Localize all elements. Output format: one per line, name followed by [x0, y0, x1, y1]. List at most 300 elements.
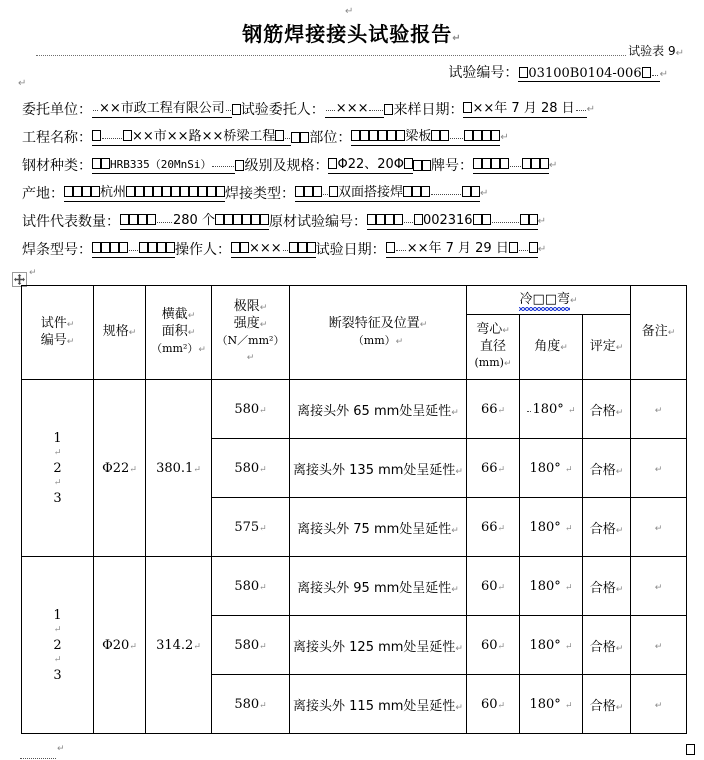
field-value-electrode[interactable]	[92, 240, 175, 258]
cell-strength-text: 580	[234, 578, 260, 594]
field-label-part: 部位：	[309, 130, 352, 146]
paragraph-mark-icon: ↵	[615, 702, 624, 713]
cell-fracture	[290, 616, 467, 675]
cell-fracture	[290, 557, 467, 616]
blank-box-glyph	[440, 130, 449, 141]
cell-rating-text: 合格	[589, 521, 616, 537]
field-value-test-date[interactable]	[386, 240, 538, 258]
blank-box-glyph	[540, 158, 549, 169]
cell-rating-text: 合格	[589, 403, 616, 419]
cell-angle	[520, 557, 583, 616]
blank-box-glyph	[157, 242, 166, 253]
field-label-client: 委托单位：	[22, 102, 92, 118]
page-title-text: 钢筋焊接接头试验报告	[242, 22, 453, 46]
header-spec	[94, 286, 146, 380]
blank-box-glyph	[686, 744, 695, 755]
cell-remark	[631, 616, 687, 675]
blank-box-glyph	[216, 186, 225, 197]
test-results-table	[21, 285, 687, 734]
paragraph-mark-icon: ↵	[497, 523, 506, 534]
blank-box-glyph	[307, 242, 316, 253]
form-line-steel-type	[22, 151, 686, 179]
paragraph-mark-icon: ↵	[187, 328, 196, 338]
header-remark-text: 备注	[641, 324, 668, 339]
field-value-grade-spec[interactable]	[328, 156, 413, 174]
field-label-electrode: 焊条型号：	[22, 242, 92, 258]
cell-rating	[583, 439, 631, 498]
paragraph-mark-icon: ↵	[193, 641, 201, 652]
paragraph-mark-icon: ↵	[659, 69, 668, 80]
cell-bend-diameter-text: 60	[480, 696, 498, 712]
blank-box-glyph	[101, 158, 110, 169]
paragraph-mark-icon: ↵	[66, 336, 75, 347]
paragraph-mark-icon: ↵	[502, 326, 510, 336]
blank-box-glyph	[491, 130, 500, 141]
cell-rating-text: 合格	[589, 639, 616, 655]
blank-box-glyph	[421, 186, 430, 197]
paragraph-mark-icon: ↵	[537, 215, 546, 227]
field-value-weld-type-text: 双面搭接焊	[338, 185, 404, 200]
cell-fracture	[290, 439, 467, 498]
paragraph-mark-icon: ↵	[615, 466, 624, 477]
blank-box-glyph	[215, 214, 224, 225]
form-line-project	[22, 123, 686, 151]
blank-box-glyph	[403, 186, 412, 197]
cell-area-group-2	[146, 557, 212, 734]
paragraph-mark-icon: ↵	[419, 319, 428, 330]
paragraph-mark-icon: ↵	[451, 584, 459, 595]
blank-box-glyph	[412, 186, 421, 197]
header-strength-line2: 强度	[233, 316, 260, 331]
blank-box-glyph	[171, 186, 180, 197]
cell-fracture-text: 离接头外 135 mm处呈延性	[293, 462, 456, 478]
blank-box-glyph	[120, 214, 129, 225]
field-value-steel-type-text: HRB335（20MnSi）	[110, 158, 212, 171]
blank-box-glyph	[231, 242, 240, 253]
blank-box-glyph	[73, 186, 82, 197]
blank-box-glyph	[482, 214, 491, 225]
blank-box-glyph	[471, 186, 480, 197]
blank-box-glyph	[529, 214, 538, 225]
header-specimen-no	[22, 286, 94, 380]
cell-spec-text: Φ20	[102, 637, 130, 653]
blank-box-glyph	[148, 242, 157, 253]
blank-box-glyph	[153, 186, 162, 197]
specimen-no-2: 2	[53, 460, 62, 476]
blank-box-glyph	[180, 186, 189, 197]
paragraph-mark-icon: ↵	[129, 464, 137, 475]
blank-box-glyph	[482, 130, 491, 141]
field-value-client-text: ××市政工程有限公司	[99, 101, 225, 116]
blank-box-glyph	[123, 130, 132, 141]
test-number-value[interactable]	[518, 66, 659, 82]
paragraph-mark-icon: ↵	[654, 464, 663, 475]
field-value-steel-type[interactable]	[92, 156, 235, 174]
cell-remark	[631, 498, 687, 557]
blank-box-glyph	[351, 130, 360, 141]
field-value-client[interactable]	[92, 100, 232, 118]
blank-box-glyph	[110, 242, 119, 253]
test-number-label: 试验编号：	[448, 65, 519, 81]
paragraph-mark-icon: ↵	[66, 319, 75, 330]
test-number-text: 03100B0104-006	[528, 66, 642, 81]
header-spec-text: 规格	[102, 324, 129, 339]
header-area-line1: 横截	[161, 307, 188, 322]
specimen-no-1: 1	[53, 430, 62, 446]
table-header-row-1	[22, 286, 687, 315]
blank-box-glyph	[126, 186, 135, 197]
paragraph-mark-icon: ↵	[29, 268, 37, 278]
cell-bend-diameter	[467, 616, 520, 675]
cell-rating	[583, 380, 631, 439]
cell-remark	[631, 557, 687, 616]
blank-box-glyph	[329, 186, 338, 197]
paragraph-mark-icon: ↵	[586, 103, 596, 115]
specimen-no-3: 3	[53, 490, 62, 506]
header-angle	[520, 315, 583, 380]
form-line-quantity	[22, 207, 686, 235]
field-value-brand[interactable]	[473, 156, 549, 174]
paragraph-mark-icon: ↵	[187, 311, 196, 321]
paragraph-mark-icon: ↵	[667, 328, 676, 338]
cell-strength	[212, 675, 290, 734]
paragraph-mark-icon: ↵	[193, 464, 201, 475]
paragraph-mark-icon: ↵	[455, 702, 463, 713]
coldbend-spellcheck-wrap	[519, 292, 570, 308]
header-strength-unit: （N／mm²）	[216, 334, 285, 347]
header-area-unit: （mm²）	[151, 342, 199, 355]
paragraph-mark-icon: ↵	[615, 643, 624, 654]
cell-angle-text: 180°	[529, 519, 561, 535]
header-strength	[212, 286, 290, 380]
header-fracture-line1: 断裂特征及位置	[328, 315, 420, 331]
field-label-weld-type: 焊接类型：	[225, 186, 296, 202]
cell-bend-diameter	[467, 498, 520, 557]
cell-angle-text: 180°	[529, 637, 561, 653]
cell-bend-diameter-text: 66	[480, 401, 498, 417]
paragraph-mark-icon: ↵	[654, 523, 663, 534]
field-value-project-text: ××市××路××桥梁工程	[132, 129, 276, 144]
cell-spec-group-1	[94, 380, 146, 557]
cell-fracture-text: 离接头外 115 mm处呈延性	[293, 698, 456, 714]
paragraph-mark-icon: ↵	[259, 464, 267, 475]
blank-box-glyph	[509, 242, 518, 253]
paragraph-mark-icon: ↵	[345, 6, 354, 17]
blank-box-glyph	[138, 214, 147, 225]
blank-box-glyph	[295, 186, 304, 197]
paragraph-mark-icon: ↵	[395, 336, 404, 347]
header-bend-diameter-line2: 直径	[479, 339, 506, 354]
header-rating	[583, 315, 631, 380]
cell-rating-text: 合格	[589, 698, 616, 714]
header-coldbend-group	[467, 286, 631, 315]
paragraph-mark-icon: ↵	[564, 641, 573, 652]
blank-box-glyph	[189, 186, 198, 197]
specimen-no-3: 3	[53, 667, 62, 683]
cell-strength-text: 580	[234, 696, 260, 712]
blank-box-glyph	[387, 130, 396, 141]
cell-angle	[520, 439, 583, 498]
paragraph-mark-icon: ↵	[259, 320, 268, 330]
paragraph-mark-icon: ↵	[615, 342, 624, 353]
cell-fracture	[290, 675, 467, 734]
cell-strength	[212, 498, 290, 557]
blank-box-glyph	[224, 214, 233, 225]
blank-box-glyph	[64, 186, 73, 197]
blank-box-glyph	[491, 158, 500, 169]
blank-box-glyph	[92, 242, 101, 253]
blank-box-glyph	[386, 242, 395, 253]
paragraph-mark-icon: ↵	[259, 523, 267, 534]
cell-strength	[212, 380, 290, 439]
field-value-grade-spec-text: Φ22、20Φ	[337, 157, 405, 172]
blank-box-glyph	[233, 214, 242, 225]
paragraph-mark-icon: ↵	[549, 159, 558, 171]
cell-strength	[212, 557, 290, 616]
form-code-row	[36, 43, 684, 59]
paragraph-mark-icon: ↵	[500, 131, 509, 143]
cell-angle	[520, 380, 583, 439]
paragraph-mark-icon: ↵	[654, 641, 663, 652]
header-bend-diameter	[467, 315, 520, 380]
field-label-origin: 产地：	[22, 186, 64, 202]
blank-box-glyph	[260, 214, 269, 225]
cell-strength-text: 580	[234, 637, 260, 653]
blank-box-glyph	[198, 186, 207, 197]
specimen-no-1: 1	[53, 607, 62, 623]
header-fracture	[290, 286, 467, 380]
blank-box-glyph	[92, 130, 101, 141]
paragraph-mark-icon: ↵	[497, 464, 506, 475]
blank-box-glyph	[473, 130, 482, 141]
header-remark	[631, 286, 687, 380]
form-code-label: 试验表 9	[628, 44, 676, 58]
header-fracture-unit: （mm）	[352, 333, 396, 347]
field-value-part-text: 梁板	[405, 129, 432, 144]
blank-box-glyph	[91, 186, 100, 197]
blank-box-glyph	[304, 186, 313, 197]
cell-area-text: 314.2	[156, 637, 194, 653]
table-row	[22, 557, 687, 616]
paragraph-mark-icon: ↵	[451, 407, 459, 418]
blank-box-glyph	[431, 130, 440, 141]
test-number-row	[0, 62, 668, 82]
field-value-operator-text: ×××	[249, 241, 282, 256]
field-value-raw-test-no[interactable]	[367, 212, 538, 230]
cell-spec-text: Φ22	[102, 460, 130, 476]
cell-fracture-text: 离接头外 95 mm处呈延性	[297, 580, 452, 596]
blank-box-glyph	[500, 158, 509, 169]
blank-box-glyph	[384, 104, 393, 115]
cell-angle-text: 180°	[532, 401, 564, 417]
blank-box-glyph	[251, 214, 260, 225]
blank-box-glyph	[422, 160, 431, 171]
field-value-origin-text: 杭州	[100, 185, 127, 200]
blank-box-glyph	[394, 214, 403, 225]
form-fields	[22, 95, 686, 263]
cell-rating-text: 合格	[589, 462, 616, 478]
blank-box-glyph	[101, 242, 110, 253]
blank-box-glyph	[473, 158, 482, 169]
cell-strength-text: 575	[234, 519, 260, 535]
blank-box-glyph	[385, 214, 394, 225]
paragraph-mark-icon: ↵	[53, 624, 62, 635]
cell-rating	[583, 616, 631, 675]
blank-box-glyph	[135, 186, 144, 197]
blank-box-glyph	[235, 160, 244, 171]
blank-box-glyph	[82, 186, 91, 197]
blank-box-glyph	[291, 132, 300, 143]
blank-box-glyph	[207, 186, 216, 197]
paragraph-mark-icon: ↵	[480, 187, 489, 199]
blank-box-glyph	[482, 158, 491, 169]
paragraph-mark-icon: ↵	[654, 700, 663, 711]
cell-strength-text: 580	[234, 460, 260, 476]
blank-box-glyph	[413, 160, 422, 171]
paragraph-mark-icon: ↵	[451, 525, 459, 536]
blank-box-glyph	[242, 214, 251, 225]
header-area	[146, 286, 212, 380]
field-value-sample-date[interactable]	[463, 100, 586, 118]
blank-box-glyph	[396, 130, 405, 141]
field-value-weld-type[interactable]	[295, 184, 480, 202]
cell-bend-diameter-text: 60	[480, 637, 498, 653]
blank-box-glyph	[360, 130, 369, 141]
cell-fracture-text: 离接头外 125 mm处呈延性	[293, 639, 456, 655]
cell-rating	[583, 498, 631, 557]
cell-remark	[631, 380, 687, 439]
paragraph-mark-icon: ↵	[497, 700, 506, 711]
header-strength-line1: 极限	[233, 299, 260, 314]
form-line-client	[22, 95, 686, 123]
paragraph-mark-icon: ↵	[53, 477, 62, 488]
field-value-quantity-text: 280 个	[173, 213, 215, 228]
paragraph-mark-icon: ↵	[129, 641, 137, 652]
cell-remark	[631, 439, 687, 498]
blank-box-glyph	[289, 242, 298, 253]
field-value-operator[interactable]	[231, 240, 316, 258]
blank-box-glyph	[162, 186, 171, 197]
blank-box-glyph	[462, 186, 471, 197]
cell-area-text: 380.1	[156, 460, 194, 476]
field-label-grade-spec: 级别及规格：	[244, 158, 329, 174]
field-value-part[interactable]	[351, 128, 500, 146]
cell-angle	[520, 616, 583, 675]
paragraph-mark-icon: ↵	[455, 643, 463, 654]
field-value-quantity[interactable]	[120, 212, 269, 230]
header-coldbend-text: 冷□□弯	[519, 291, 571, 307]
blank-box-glyph	[129, 214, 138, 225]
field-value-origin[interactable]	[64, 184, 225, 202]
cell-rating-text: 合格	[589, 580, 616, 596]
field-value-raw-test-no-text: 002316	[422, 213, 473, 228]
field-value-entruster[interactable]	[325, 100, 385, 118]
blank-box-glyph	[147, 214, 156, 225]
cell-bend-diameter-text: 66	[480, 519, 498, 535]
cell-spec-group-2	[94, 557, 146, 734]
blank-box-glyph	[376, 214, 385, 225]
paragraph-mark-icon: ↵	[259, 303, 268, 313]
cell-fracture	[290, 380, 467, 439]
paragraph-mark-icon: ↵	[259, 582, 267, 593]
field-label-raw-test-no: 原材试验编号：	[268, 214, 367, 230]
paragraph-mark-icon: ↵	[615, 407, 624, 418]
field-value-test-date-text: ××年 7 月 29 日	[406, 241, 509, 256]
blank-box-glyph	[414, 214, 423, 225]
paragraph-mark-icon: ↵	[567, 405, 576, 416]
blank-box-glyph	[166, 242, 175, 253]
field-label-project: 工程名称：	[22, 130, 92, 146]
form-line-origin	[22, 179, 686, 207]
paragraph-mark-icon: ↵	[564, 582, 573, 593]
header-bend-diameter-unit: (mm)	[474, 356, 504, 369]
paragraph-mark-icon: ↵	[497, 405, 506, 416]
cell-bend-diameter	[467, 380, 520, 439]
blank-box-glyph	[275, 130, 284, 141]
paragraph-mark-icon: ↵	[654, 582, 663, 593]
cell-specimen-no-group-2	[22, 557, 94, 734]
cell-angle-text: 180°	[529, 696, 561, 712]
cell-angle	[520, 498, 583, 557]
field-value-entruster-text: ×××	[335, 101, 369, 116]
cell-angle-text: 180°	[529, 578, 561, 594]
header-area-line2: 面积	[161, 324, 188, 339]
blank-box-glyph	[404, 158, 413, 169]
blank-box-glyph	[378, 130, 387, 141]
paragraph-mark-icon: ↵	[564, 464, 573, 475]
field-label-entruster: 试验委托人：	[240, 102, 325, 118]
field-value-sample-date-text: ××年 7 月 28 日	[472, 101, 575, 116]
cell-fracture-text: 离接头外 75 mm处呈延性	[297, 521, 452, 537]
field-value-project[interactable]	[92, 128, 291, 146]
paragraph-mark-icon: ↵	[560, 342, 568, 353]
paragraph-mark-icon: ↵	[503, 359, 512, 369]
paragraph-mark-icon: ↵	[18, 78, 27, 89]
cell-bend-diameter-text: 66	[480, 460, 498, 476]
paragraph-mark-icon: ↵	[455, 466, 463, 477]
bottom-leader-dots	[20, 750, 56, 759]
blank-box-glyph	[529, 242, 538, 253]
field-label-sample-date: 来样日期：	[393, 102, 464, 118]
blank-box-glyph	[144, 186, 153, 197]
paragraph-mark-icon: ↵	[615, 525, 624, 536]
header-specimen-no-line2: 编号	[40, 332, 67, 348]
paragraph-mark-icon: ↵	[452, 33, 462, 44]
table-row	[22, 380, 687, 439]
paragraph-mark-icon: ↵	[615, 584, 624, 595]
specimen-no-2: 2	[53, 637, 62, 653]
field-label-test-date: 试验日期：	[315, 242, 386, 258]
blank-box-glyph	[92, 158, 101, 169]
blank-box-glyph	[232, 104, 241, 115]
blank-box-glyph	[520, 214, 529, 225]
cell-angle-text: 180°	[529, 460, 561, 476]
leader-dots	[36, 46, 626, 56]
cell-bend-diameter-text: 60	[480, 578, 498, 594]
paragraph-mark-icon: ↵	[497, 641, 506, 652]
blank-box-glyph	[300, 132, 309, 143]
blank-box-glyph	[240, 242, 249, 253]
cell-bend-diameter	[467, 675, 520, 734]
cell-rating	[583, 557, 631, 616]
field-label-brand: 牌号：	[431, 158, 474, 174]
paragraph-mark-icon: ↵	[57, 744, 65, 754]
paragraph-mark-icon: ↵	[675, 48, 684, 59]
cell-strength-text: 580	[234, 401, 260, 417]
blank-box-glyph	[298, 242, 307, 253]
paragraph-mark-icon: ↵	[259, 700, 267, 711]
cell-bend-diameter	[467, 557, 520, 616]
